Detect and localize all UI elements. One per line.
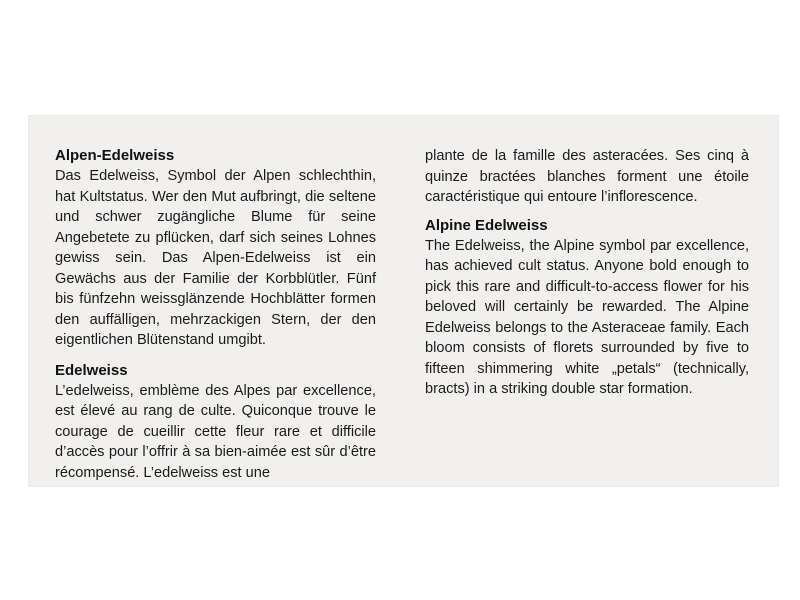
section-body-french-part2: plante de la famille des asteracées. Ses cinq à quinze bractées blanches forment une étoile caractéristique qui entoure l’inflorescence. [425,148,749,205]
section-body-english: The Edelweiss, the Alpine symbol par excellence, has achieved cult status. Anyone bold enough to pick this rare and difficult-to-access flower for his beloved will certainly be rewarded. The Alpine Edelweiss belongs to the Asteraceae family. Each bloom consists of florets surrounded by five to fifteen shimmering white „petals“ (technically, bracts) in a striking double star formation. [425,237,749,397]
section-title-german: Alpen-Edelweiss [55,147,175,164]
section-title-french: Edelweiss [55,361,128,379]
section-title-english: Alpine Edelweiss [425,216,548,234]
section-english [425,216,749,400]
section-body-german: Das Edelweiss, Symbol der Alpen schlechthin, hat Kultstatus. Wer den Mut aufbringt, die seltene und schwer zugängliche Blume für seine Angebetete zu pflücken, darf sich seines Lohnes gewiss sein. Das Alpen-Edelweiss ist ein Gewächs aus der Familie der Korbblütler. Fünf bis fünfzehn weissglänzende Hochblätter formen den auffälligen, mehrzackigen Stern, der den eigentlichen Blütenstand umgibt. [55,168,376,348]
section-german [55,146,376,351]
right-column [425,146,749,400]
section-french [55,361,376,484]
left-column [55,146,376,483]
section-body-french-part1: L’edelweiss, emblème des Alpes par excellence, est élevé au rang de culte. Quiconque trouve le courage de cueillir cette fleur rare et difficile d’accès pour l’offrir à sa bien-aimée est sûr d’être récompensé. L’edelweiss est une [55,382,376,481]
